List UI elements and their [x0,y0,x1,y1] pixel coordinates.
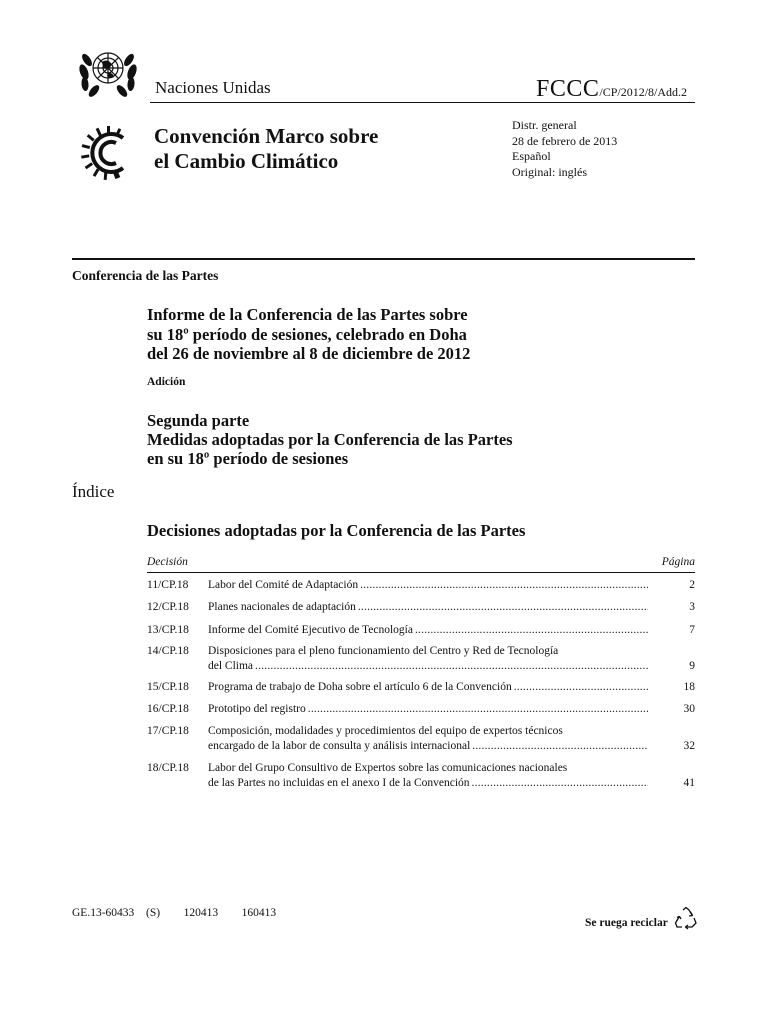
un-emblem-icon [72,42,144,100]
toc-title [208,761,648,791]
report-title-line: Informe de la Conferencia de las Partes sobre [147,305,468,324]
toc-title [208,724,648,754]
toc-code: 17/CP.18 [147,725,189,737]
section-rule [72,258,695,260]
toc-title-text: Programa de trabajo de Doha sobre el artículo 6 de la Convención [208,681,512,693]
toc-title-line: Composición, modalidades y procedimientos del equipo de expertos técnicos [208,725,563,737]
toc-title-line: Disposiciones para el pleno funcionamiento del Centro y Red de Tecnología [208,645,559,657]
toc-title-line [208,739,648,754]
toc-title-line [208,600,648,615]
toc-page: 7 [689,624,695,636]
leader-dots [514,680,648,695]
organization-name: Naciones Unidas [155,78,271,97]
symbol-suffix: /CP/2012/8/Add.2 [599,85,688,99]
part-title-line: Medidas adoptadas por la Conferencia de las Partes [147,430,513,449]
toc-title-line [208,702,648,717]
leader-dots [360,578,648,593]
document-symbol [536,76,687,103]
toc-title-text: del Clima [208,660,254,672]
document-code: GE.13-60433 (S) 120413 160413 [72,907,277,919]
leader-dots [255,659,648,674]
toc-code: 14/CP.18 [147,645,189,657]
part-title-line: en su 18º período de sesiones [147,449,349,468]
document-language: Español [512,149,551,163]
toc-code: 13/CP.18 [147,624,189,636]
toc-page: 9 [689,660,695,672]
toc-title [208,578,648,593]
toc-code: 11/CP.18 [147,579,189,591]
toc-code: 15/CP.18 [147,681,189,693]
body-label: Conferencia de las Partes [72,268,219,283]
toc-page: 32 [683,740,695,752]
toc-title-text: Planes nacionales de adaptación [208,601,356,613]
toc-rule [147,572,695,573]
toc-title-line: Labor del Grupo Consultivo de Expertos sobre las comunicaciones nacionales [208,762,568,774]
recycle-text: Se ruega reciclar [585,917,668,929]
toc-page: 30 [683,703,695,715]
report-title [147,305,470,364]
unfccc-logo-icon [78,124,140,182]
report-title-line: su 18º período de sesiones, celebrado en Doha [147,324,467,344]
convention-title-line: el Cambio Climático [154,149,339,173]
part-title [147,411,513,468]
toc-title-line [208,578,648,593]
decisions-heading: Decisiones adoptadas por la Conferencia de las Partes [147,521,526,540]
toc-code: 12/CP.18 [147,601,189,613]
distribution-type: Distr. general [512,118,577,132]
symbol-main: FCCC [536,76,600,102]
original-language: Original: inglés [512,164,587,179]
leader-dots [472,776,648,791]
toc-title-text: Prototipo del registro [208,703,306,715]
convention-title-line: Convención Marco sobre [154,124,379,148]
toc-title-text: de las Partes no incluidas en el anexo I de la Convención [208,777,470,789]
addendum-label: Adición [147,376,186,388]
toc-title-line [208,776,648,791]
toc-page: 41 [683,777,695,789]
leader-dots [358,600,648,615]
toc-title-line [208,623,648,638]
toc-title-line [208,680,648,695]
header-rule [150,102,695,103]
toc-column-page: Página [661,556,695,568]
distribution-block [512,118,617,180]
toc-title [208,644,648,674]
toc-title-text: Informe del Comité Ejecutivo de Tecnología [208,624,413,636]
leader-dots [415,623,648,638]
toc-title-line [208,659,648,674]
toc-page: 18 [683,681,695,693]
toc-code: 18/CP.18 [147,762,189,774]
recycle-icon [674,906,698,930]
report-title-line: del 26 de noviembre al 8 de diciembre de 2012 [147,344,471,363]
leader-dots [308,702,648,717]
toc-code: 16/CP.18 [147,703,189,715]
convention-title [154,124,378,174]
toc-title [208,600,648,615]
toc-page: 3 [689,601,695,613]
toc-title [208,680,648,695]
index-heading: Índice [72,482,115,501]
document-date: 28 de febrero de 2013 [512,133,618,148]
toc-title [208,702,648,717]
toc-title-text: encargado de la labor de consulta y análisis internacional [208,740,471,752]
toc-column-decision: Decisión [147,556,188,568]
toc-title [208,623,648,638]
leader-dots [472,739,648,754]
toc-page: 2 [689,579,695,591]
toc-title-text: Labor del Comité de Adaptación [208,579,359,591]
part-title-line: Segunda parte [147,411,250,430]
